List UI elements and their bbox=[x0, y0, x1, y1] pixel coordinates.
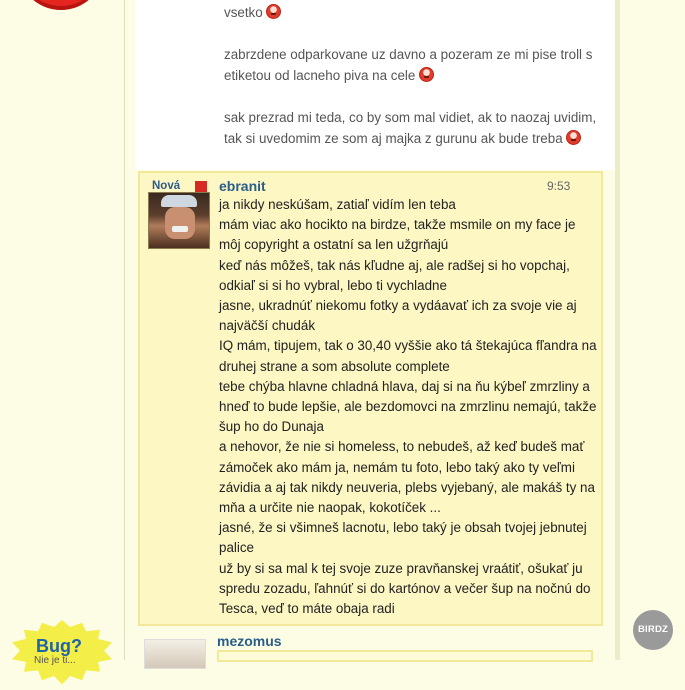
previous-post-paragraph bbox=[224, 2, 609, 23]
right-rail bbox=[615, 0, 685, 660]
smiley-icon bbox=[566, 130, 581, 145]
bug-sublabel: Nie je ti... bbox=[34, 655, 76, 666]
birdz-button[interactable]: BIRDZ bbox=[633, 610, 673, 650]
smiley-icon bbox=[419, 67, 434, 82]
comment-body bbox=[219, 195, 597, 619]
comment-box bbox=[217, 650, 593, 662]
bug-label: Bug? bbox=[36, 636, 82, 656]
comment-line: keď nás môžeš, tak nás kľudne aj, ale radšej si ho vopchaj, odkiaľ si si ho vybral, lebo ti vychladne bbox=[219, 257, 570, 293]
red-logo-button[interactable] bbox=[18, 0, 104, 10]
comment-line: už by si sa mal k tej svoje zuze pravňanskej vraátiť, ošukať ju spredu zozadu, ľahnúť si do kartónov a večer šup na nočnú do Tesca, veď to máte obaja radi bbox=[219, 560, 591, 617]
main-content bbox=[128, 0, 615, 660]
paragraph-text: zabrzdene odparkovane uz davno a pozeram ze mi pise troll s etiketou od lacneho piva na cele bbox=[224, 47, 593, 83]
left-rail bbox=[0, 0, 124, 660]
next-comment bbox=[138, 627, 615, 660]
mouth-shape bbox=[172, 226, 188, 232]
comment-line: mám viac ako hocikto na birdze, takže msmile on my face je môj copyright a ostatní sa len užgrňajú bbox=[219, 217, 576, 253]
comment-author-link[interactable]: ebranit bbox=[219, 178, 266, 194]
paragraph-text: sak prezrad mi teda, co by som mal vidiet, ak to naozaj uvidim, tak si uvedomim ze som aj majka z gurunu ak bude treba bbox=[224, 110, 597, 146]
comment-time: 9:53 bbox=[547, 179, 571, 193]
comment-line: a nehovor, že nie si homeless, to nebudeš, až keď budeš mať zámoček ako mám ja, nemám tu foto, lebo taký ako ty veľmi závidia a aj tak nikdy neuveria, plebs vyjebaný, ale makáš ty na mňa a určite nie naopak, kokotíček ... bbox=[219, 439, 595, 516]
comment-line: ja nikdy neskúšam, zatiaľ vidím len teba bbox=[219, 197, 456, 212]
comment-line: jasne, ukradnúť niekomu fotky a vydáavať ich za svoje vie aj najväčší chudák bbox=[219, 298, 577, 334]
bug-report-button[interactable] bbox=[12, 620, 112, 690]
comment-author-link[interactable]: mezomus bbox=[217, 633, 282, 649]
new-badge: Nová bbox=[152, 180, 181, 192]
divider bbox=[124, 0, 125, 660]
right-rail-border bbox=[615, 0, 620, 660]
previous-post bbox=[135, 0, 615, 170]
avatar[interactable] bbox=[148, 192, 210, 249]
comment-line: IQ mám, tipujem, tak o 30,40 vyššie ako tá štekajúca fľandra na druhej strane a som absolute complete bbox=[219, 338, 597, 374]
smiley-icon bbox=[266, 4, 281, 19]
previous-post-paragraph bbox=[224, 44, 609, 86]
comment-line: tebe chýba hlavne chladná hlava, daj si na ňu kýbeľ zmrzliny a hneď to bude lepšie, ale bezdomovci na zmrzlinu nemajú, takže šup ho do Dunaja bbox=[219, 378, 597, 435]
previous-post-text bbox=[224, 2, 609, 170]
avatar-block bbox=[148, 179, 210, 249]
avatar[interactable] bbox=[144, 639, 206, 669]
cap-shape bbox=[161, 195, 197, 207]
paragraph-text: vsetko bbox=[224, 5, 263, 20]
comment bbox=[138, 171, 603, 626]
face-shape bbox=[165, 207, 195, 239]
previous-post-paragraph bbox=[224, 107, 609, 149]
comment-line: jasné, že si všimneš lacnotu, lebo taký je obsah tvojej jebnutej palice bbox=[219, 520, 587, 556]
